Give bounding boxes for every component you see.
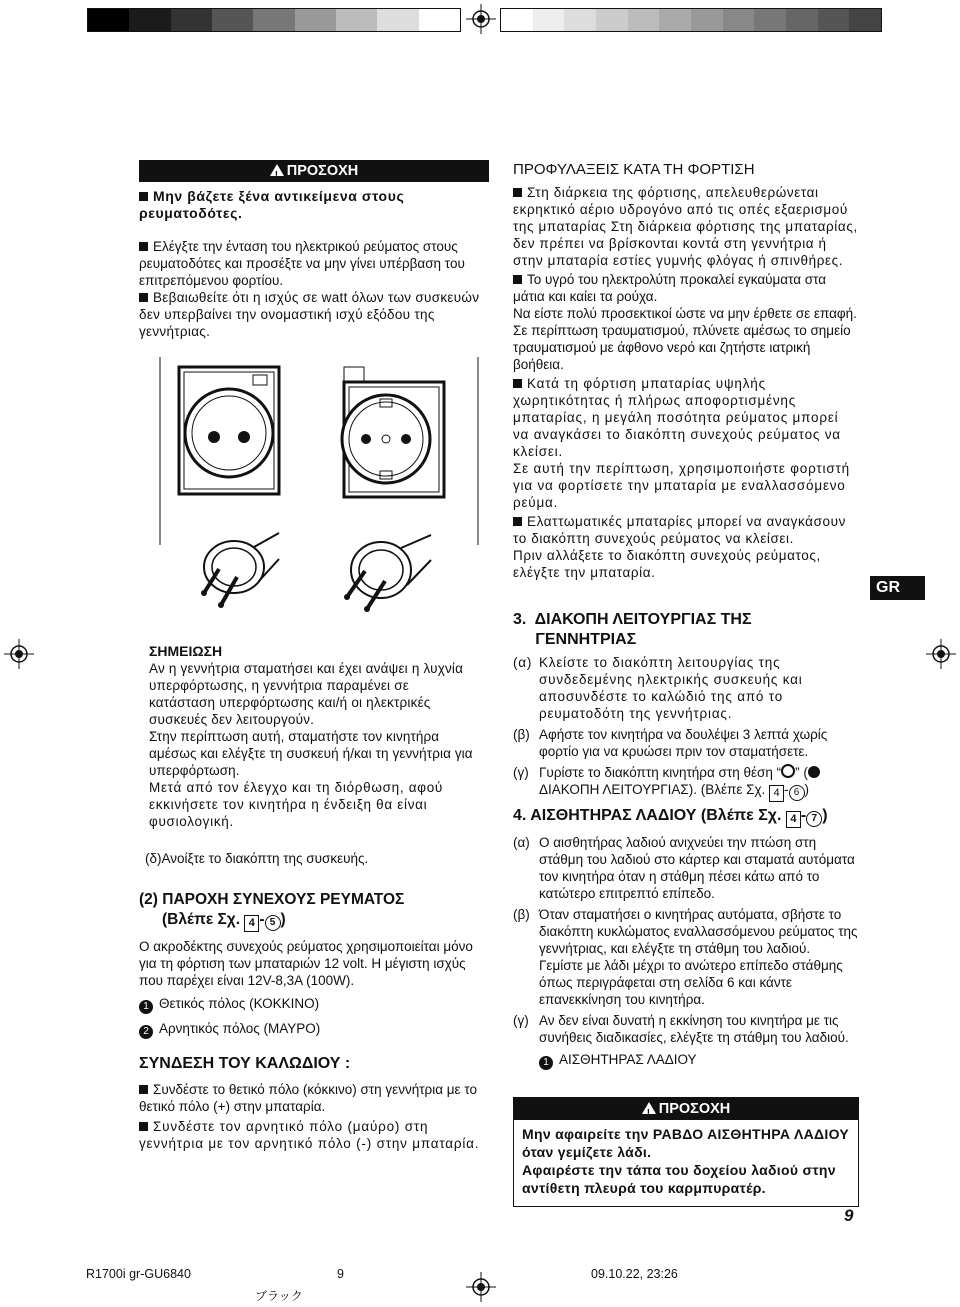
- gr-tab: GR: [870, 576, 925, 600]
- caution-header: [139, 160, 489, 182]
- connect-item: Συνδέστε τον αρνητικό πόλο (μαύρο) στη γεννήτρια με τον αρνητικό πόλο (-) στην μπαταρία.: [139, 1119, 480, 1151]
- charging-item: Στη διάρκεια της φόρτισης, απελευθερώνεται εκρηκτικό αέριο υδρογόνο από τις οπές εξαερισμού της μπαταρίας Στη διάρκεια φόρτισης της μπαταρίας, δεν πρέπει να βρίσκονται κοντά στη γεννήτρια ή στην μπαταρία εστίες γυμνής φλόγας ή σπινθήρες.: [513, 185, 858, 268]
- stop-section: [513, 610, 863, 802]
- note-paragraph: Στην περίπτωση αυτή, σταματήστε τον κινητήρα αμέσως και ελέγξτε τη συσκευή ή/και τη γεννήτρια για υπερφόρτωση.: [149, 729, 473, 778]
- oil-item: (β) Όταν σταματήσει ο κινητήρας αυτόματα, σβήστε το διακόπτη κυκλώματος εναλλασσόμενου ρεύματος της γεννήτριας, και ελέγξτε τη στάθμη του λαδιού. Γεμίστε με λάδι μέχρι το ανώτερο επίπεδο στάθμης όπως περιγράφεται στη σελίδα 6 και κάντε επανεκκίνηση του κινητήρα.: [513, 907, 858, 1007]
- footer-center: 9: [337, 1267, 344, 1281]
- note-title: ΣΗΜΕΙΩΣΗ: [149, 643, 223, 659]
- registration-mark-top: [466, 4, 496, 34]
- caution-box-right: [513, 1097, 859, 1207]
- caution-bold-item: Μην βάζετε ξένα αντικείμενα στους ρευματοδότες.: [139, 188, 405, 221]
- caution-title: ΠΡΟΣΟΧΗ: [658, 1101, 731, 1117]
- oil-title: 4. ΑΙΣΘΗΤΗΡΑΣ ΛΑΔΙΟΥ (Βλέπε Σχ. 4 - 7 ): [513, 806, 863, 828]
- caution-item: Βεβαιωθείτε ότι η ισχύς σε watt όλων των συσκευών δεν υπερβαίνει την ονομαστική ισχύ εξόδου της γεννήτριας.: [139, 290, 480, 339]
- charging-title: ΠΡΟΦΥΛΑΞΕΙΣ ΚΑΤΑ ΤΗ ΦΟΡΤΙΣΗ: [513, 161, 755, 178]
- square-bullet-icon: [513, 275, 522, 284]
- square-bullet-icon: [513, 379, 522, 388]
- footer-right: 09.10.22, 23:26: [591, 1267, 678, 1281]
- square-bullet-icon: [139, 242, 148, 251]
- square-bullet-icon: [513, 517, 522, 526]
- caution-line: Αφαιρέστε την τάπα του δοχείου λαδιού στην αντίθετη πλευρά του καρμπυρατέρ.: [522, 1162, 836, 1196]
- stop-title: 3. ΔΙΑΚΟΠΗ ΛΕΙΤΟΥΡΓΙΑΣ ΤΗΣ ΓΕΝΝΗΤΡΙΑΣ: [513, 611, 752, 648]
- charging-item: Ελαττωματικές μπαταρίες μπορεί να αναγκάσουν το διακόπτη συνεχούς ρεύματος να κλείσει. Πριν αλλάξετε το διακόπτη συνεχούς ρεύματος, ελέγξτε την μπαταρία.: [513, 514, 846, 580]
- caution-title: ΠΡΟΣΟΧΗ: [286, 163, 359, 179]
- plug-right-icon: [344, 535, 431, 612]
- registration-mark-left: [4, 639, 34, 669]
- caution-item: Ελέγξτε την ένταση του ηλεκτρικού ρεύματος στους ρευματοδότες και προσέξτε να μην γίνει υπέρβαση του επιτρεπόμενου φορτίου.: [139, 239, 465, 288]
- square-bullet-icon: [139, 192, 148, 201]
- step-d: (δ)Ανοίξτε το διακόπτη της συσκευής.: [145, 851, 369, 866]
- charging-item: Το υγρό του ηλεκτρολύτη προκαλεί εγκαύματα στα μάτια και καίει τα ρούχα. Να είστε πολύ προσεκτικοί ώστε να μην έρθετε σε επαφή. Σε περίπτωση τραυματισμού, πλύνετε αμέσως το σημείο τραυματισμού με άφθονο νερό και ζητήστε ιατρική βοήθεια.: [513, 272, 857, 372]
- color-bar-right: [500, 8, 882, 32]
- oil-item: (α) Ο αισθητήρας λαδιού ανιχνεύει την πτώση στη στάθμη του λαδιού στο κάρτερ και σταματά αυτόματα τον κινητήρα όταν η στάθμη πέσει κάτω από το κατώτερο επιτρεπτό επίπεδο.: [513, 835, 855, 901]
- connect-title: ΣΥΝΔΕΣΗ ΤΟΥ ΚΑΛΩΔΙΟΥ :: [139, 1055, 351, 1072]
- square-bullet-icon: [139, 293, 148, 302]
- warning-triangle-icon: !: [270, 164, 284, 176]
- page-number: 9: [844, 1206, 854, 1225]
- note-paragraph: Αν η γεννήτρια σταματήσει και έχει ανάψει η λυχνία υπερφόρτωσης, η γεννήτρια παραμένει σε κατάσταση υπερφόρτωσης και/ή οι ηλεκτρικές συσκευές δεν λειτουργούν.: [149, 661, 464, 727]
- stop-symbol-icon: [808, 766, 820, 778]
- stop-item: (γ) Γυρίστε το διακόπτη κινητήρα στη θέση “ ” ( ΔΙΑΚΟΠΗ ΛΕΙΤΟΥΡΓΙΑΣ). (Βλέπε Σχ. 4 - 6 ): [513, 764, 863, 802]
- off-circle-icon: [781, 764, 795, 778]
- dc-body: Ο ακροδέκτης συνεχούς ρεύματος χρησιμοποιείται μόνο για τη φόρτιση των μπαταριών 12 volt. Η μέγιστη ισχύς που παρέχει είναι 12V-8,3A (100W).: [139, 939, 473, 988]
- charging-section: [513, 160, 858, 581]
- outlet-left-icon: [179, 367, 279, 494]
- warning-triangle-icon: !: [642, 1102, 656, 1114]
- dc-list-item: 1 Θετικός πόλος (ΚΟΚΚΙΝΟ): [139, 995, 489, 1014]
- dc-section: [139, 890, 489, 1039]
- oil-sub-item: 1 ΑΙΣΘΗΤΗΡΑΣ ΛΑΔΙΟΥ: [513, 1051, 863, 1070]
- footer-bottom: ブラック: [255, 1289, 303, 1303]
- square-bullet-icon: [513, 188, 522, 197]
- caution-box-left: [139, 160, 489, 340]
- dc-subtitle: (Βλέπε Σχ. 4 - 5 ): [139, 910, 489, 932]
- plug-left-icon: [201, 533, 279, 608]
- dc-list-item: 2 Αρνητικός πόλος (ΜΑΥΡΟ): [139, 1020, 489, 1039]
- square-bullet-icon: [139, 1085, 148, 1094]
- color-bar: [87, 8, 461, 32]
- oil-section: [513, 806, 863, 1070]
- square-bullet-icon: [139, 1122, 148, 1131]
- oil-item: (γ) Αν δεν είναι δυνατή η εκκίνηση του κινητήρα με τις συνήθεις διαδικασίες, ελέγξτε τη στάθμη του λαδιού.: [513, 1013, 849, 1045]
- connect-item: Συνδέστε το θετικό πόλο (κόκκινο) στη γεννήτρια με το θετικό πόλο (+) στην μπαταρία.: [139, 1082, 477, 1114]
- footer-left: R1700i gr-GU6840: [86, 1267, 191, 1281]
- dc-title: (2) ΠΑΡΟΧΗ ΣΥΝΕΧΟΥΣ ΡΕΥΜΑΤΟΣ: [139, 891, 405, 908]
- stop-item: (β) Αφήστε τον κινητήρα να δουλέψει 3 λεπτά χωρίς φορτίο για να κρυώσει πριν τον σταματήσετε.: [513, 727, 828, 759]
- outlet-right-icon: [342, 367, 444, 497]
- stop-item: (α) Κλείστε το διακόπτη λειτουργίας της συνδεδεμένης ηλεκτρικής συσκευής και αποσυνδέστε το καλώδιό της από το ρευματοδότη της γεννήτριας.: [513, 655, 803, 721]
- note-section: [149, 643, 477, 830]
- registration-mark-bottom: [466, 1272, 496, 1302]
- registration-mark-right: [926, 639, 956, 669]
- charging-item: Κατά τη φόρτιση μπαταρίας υψηλής χωρητικότητας ή πλήρως αποφορτισμένης μπαταρίας, η μεγάλη ποσότητα ρεύματος μπορεί να αναγκάσει το διακόπτη συνεχούς ρεύματος να κλείσει. Σε αυτή την περίπτωση, χρησιμοποιήστε φορτιστή για να φορτίσετε την μπαταρία με εναλλασσόμενο ρεύμα.: [513, 376, 850, 510]
- outlet-figure: [149, 355, 479, 627]
- caution-header: [514, 1098, 858, 1120]
- connect-section: [139, 1054, 485, 1152]
- note-paragraph: Μετά από τον έλεγχο και τη διόρθωση, αφού εκκινήσετε τον κινητήρα η ένδειξη θα είναι φυσιολογική.: [149, 780, 443, 829]
- caution-line: Μην αφαιρείτε την ΡΑΒΔΟ ΑΙΣΘΗΤΗΡΑ ΛΑΔΙΟΥ όταν γεμίζετε λάδι.: [522, 1126, 850, 1160]
